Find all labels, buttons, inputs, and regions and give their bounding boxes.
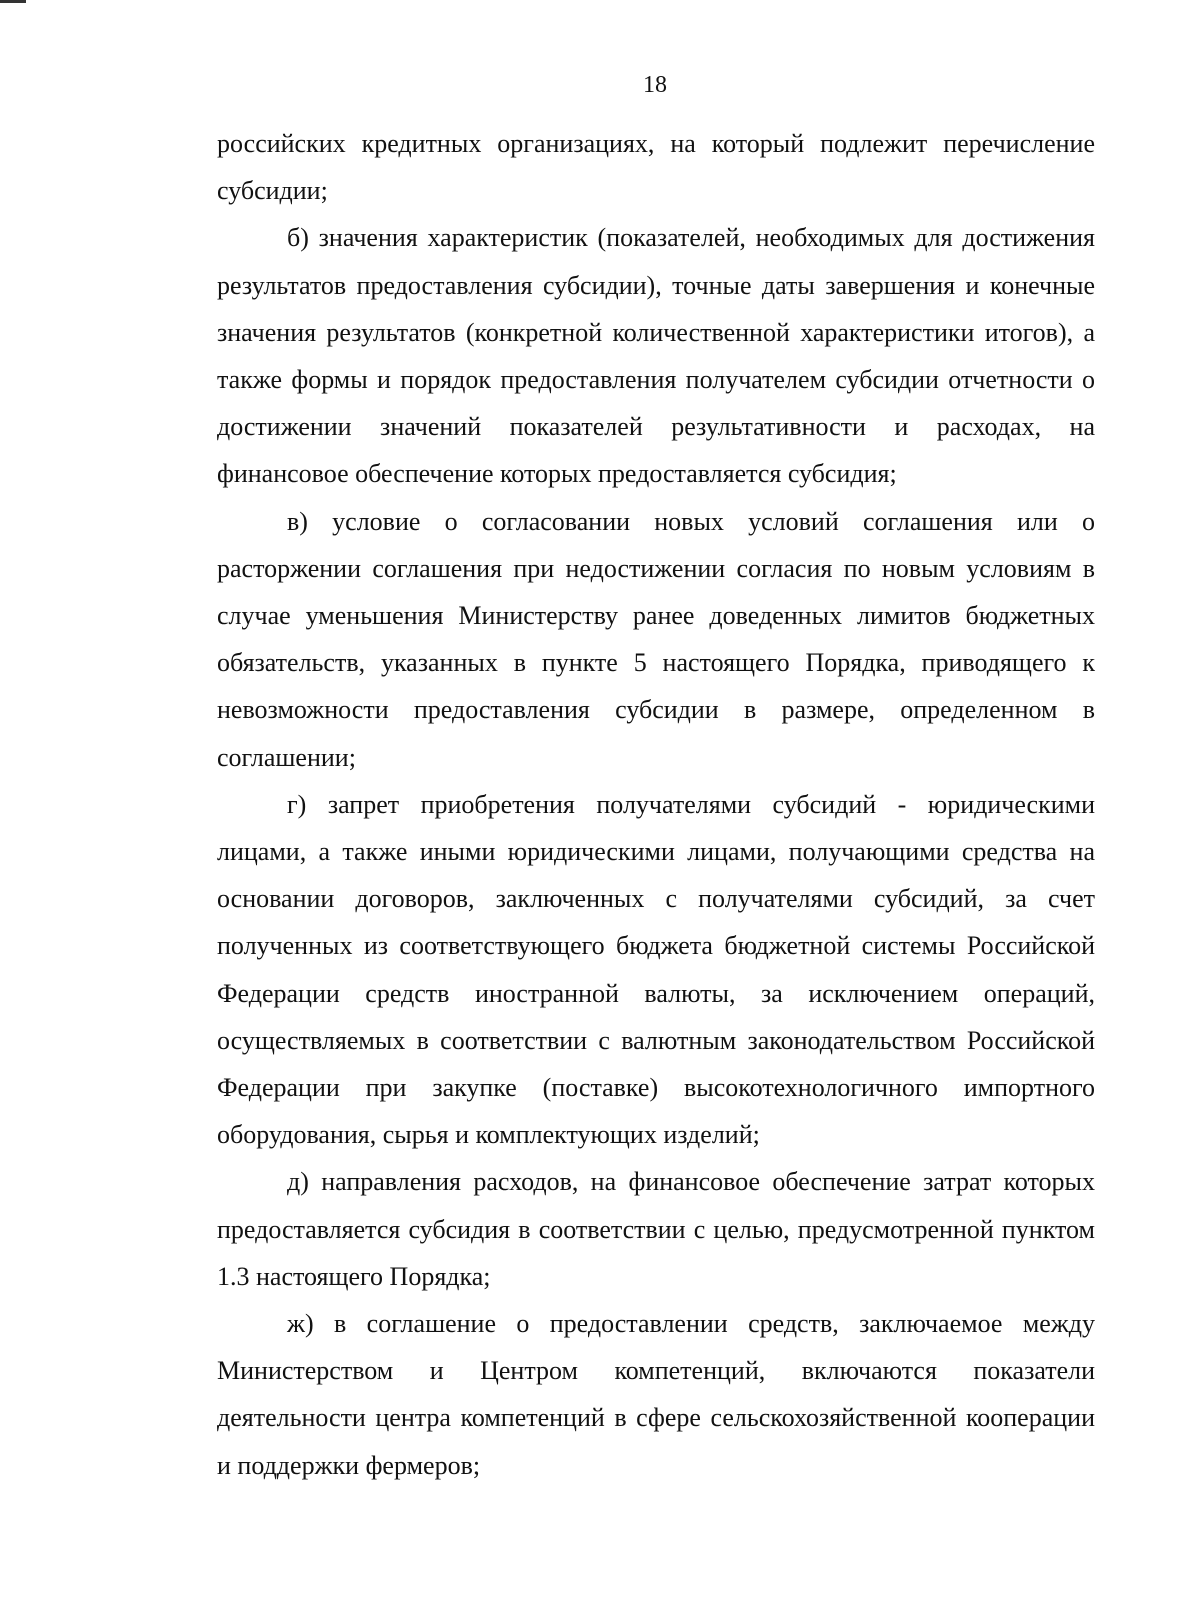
paragraph-item-zh: ж) в соглашение о предоставлении средств, заключаемое между Министерством и Центром компетенций, включаются показатели деятельности центра компетенций в сфере сельскохозяйственной кооперации и поддержки фермеров; <box>217 1309 1095 1480</box>
paragraph-item-g: г) запрет приобретения получателями субсидий - юридическими лицами, а также иными юридическими лицами, получающими средства на основании договоров, заключенных с получателями субсидий, за счет полученных из соответствующего бюджета бюджетной системы Российской Федерации средств иностранной валюты, за исключением операций, осуществляемых в соответствии с валютным законодательством Российской Федерации при закупке (поставке) высокотехнологичного импортного оборудования, сырья и комплектующих изделий; <box>217 789 1095 1150</box>
paragraph-item-v: в) условие о согласовании новых условий соглашения или о расторжении соглашения при недостижении согласия по новым условиям в случае уменьшения Министерству ранее доведенных лимитов бюджетных обязательств, указанных в пункте 5 настоящего Порядка, приводящего к невозможности предоставления субсидии в размере, определенном в соглашении; <box>217 506 1095 772</box>
paragraph-item-d: д) направления расходов, на финансовое обеспечение затрат которых предоставляется субсидия в соответствии с целью, предусмотренной пунктом 1.3 настоящего Порядка; <box>217 1167 1095 1291</box>
paragraph-item-b: б) значения характеристик (показателей, необходимых для достижения результатов предоставления субсидии), точные даты завершения и конечные значения результатов (конкретной количественной характеристики итогов), а также формы и порядок предоставления получателем субсидии отчетности о достижении значений показателей результативности и расходах, на финансовое обеспечение которых предоставляется субсидия; <box>217 223 1095 489</box>
document-body <box>217 120 1095 1489</box>
scan-artifact <box>0 0 26 3</box>
paragraph-continuation: российских кредитных организациях, на который подлежит перечисление субсидии; <box>217 129 1095 206</box>
page-number: 18 <box>643 72 667 98</box>
